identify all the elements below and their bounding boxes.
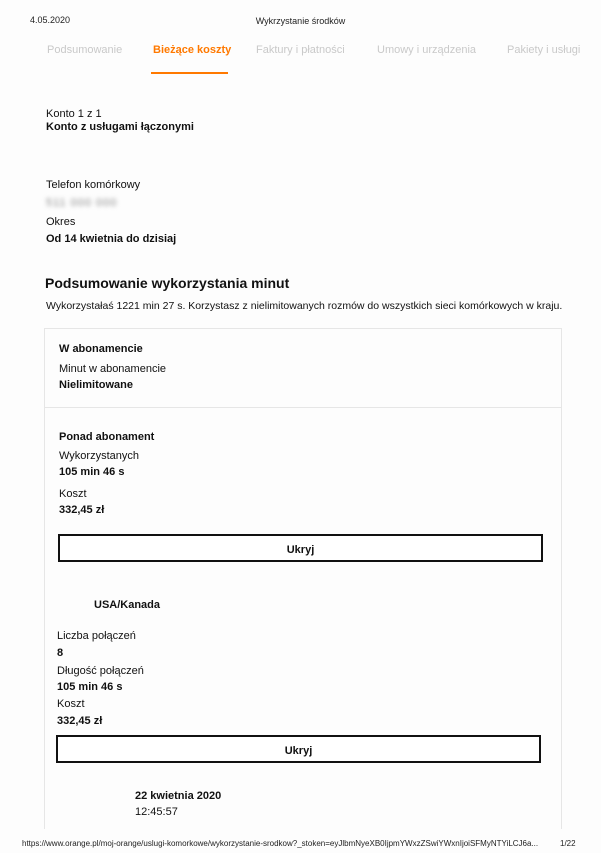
- tab-podsumowanie[interactable]: Podsumowanie: [47, 44, 123, 56]
- over-cost-value: 332,45 zł: [59, 504, 105, 516]
- over-cost-label: Koszt: [59, 488, 87, 500]
- subscription-title: W abonamencie: [59, 343, 143, 355]
- active-tab-indicator: [151, 72, 228, 74]
- region-title: USA/Kanada: [94, 599, 161, 611]
- account-type: Konto z usługami łączonymi: [46, 121, 194, 133]
- print-footer-page: 1/22: [560, 839, 576, 848]
- over-used-label: Wykorzystanych: [59, 450, 139, 462]
- call-date: 22 kwietnia 2020: [135, 790, 222, 802]
- hide-over-button[interactable]: Ukryj: [58, 534, 543, 562]
- region-duration-value: 105 min 46 s: [57, 681, 123, 693]
- tab-biezace-koszty[interactable]: Bieżące koszty: [153, 44, 232, 56]
- region-cost-label: Koszt: [57, 698, 85, 710]
- tab-bar: [0, 44, 601, 76]
- phone-label: Telefon komórkowy: [46, 179, 141, 191]
- period-label: Okres: [46, 216, 76, 228]
- phone-number: 511 000 000: [46, 197, 118, 209]
- region-calls-value: 8: [57, 647, 64, 659]
- over-title: Ponad abonament: [59, 431, 155, 443]
- period-value: Od 14 kwietnia do dzisiaj: [46, 233, 177, 245]
- tab-faktury-i-platnosci[interactable]: Faktury i płatności: [256, 44, 345, 56]
- account-counter: Konto 1 z 1: [46, 108, 102, 120]
- card-divider: [44, 407, 561, 408]
- tab-umowy-i-urzadzenia[interactable]: Umowy i urządzenia: [377, 44, 477, 56]
- over-used-value: 105 min 46 s: [59, 466, 125, 478]
- region-cost-value: 332,45 zł: [57, 715, 103, 727]
- region-calls-label: Liczba połączeń: [57, 630, 136, 642]
- print-title: Wykrzystanie środków: [255, 16, 346, 26]
- summary-title: Podsumowanie wykorzystania minut: [45, 275, 290, 291]
- print-footer-url: https://www.orange.pl/moj-orange/uslugi-komorkowe/wykorzystanie-srodkow?_stoken=eyJlbmNyeXB0IjpmYWxzZSwiYWxnIjoiSFMyNTYiLCJ6a...: [22, 839, 539, 848]
- subscription-minutes-value: Nielimitowane: [59, 379, 133, 391]
- hide-region-button[interactable]: Ukryj: [56, 735, 541, 763]
- print-date: 4.05.2020: [30, 15, 71, 25]
- call-time: 12:45:57: [135, 806, 178, 818]
- region-duration-label: Długość połączeń: [57, 665, 144, 677]
- summary-description: Wykorzystałaś 1221 min 27 s. Korzystasz z nielimitowanych rozmów do wszystkich sieci komórkowych w kraju.: [46, 300, 563, 312]
- subscription-minutes-label: Minut w abonamencie: [59, 363, 167, 375]
- tab-pakiety-i-uslugi[interactable]: Pakiety i usługi: [507, 44, 581, 56]
